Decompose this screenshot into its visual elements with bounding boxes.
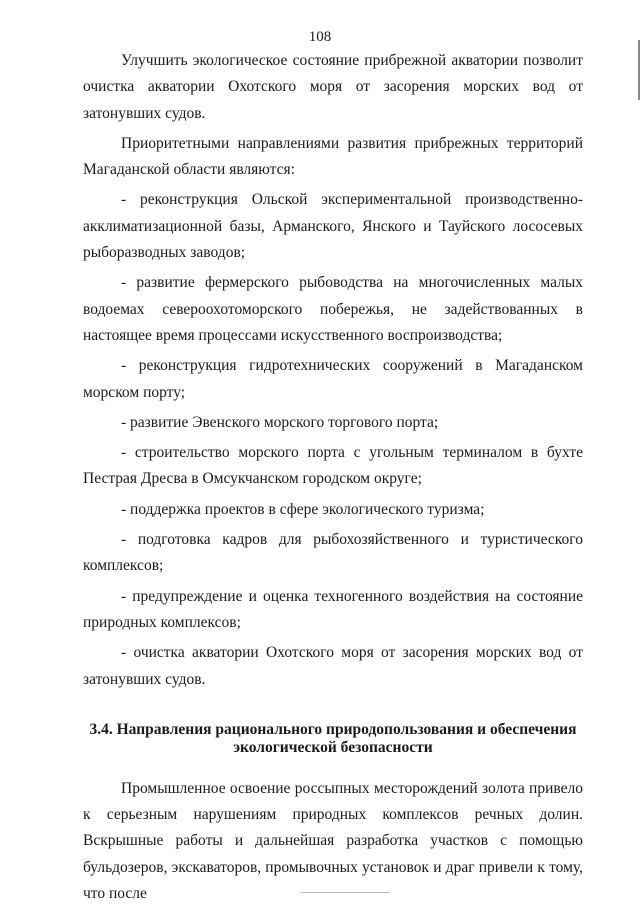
section-heading [83,721,583,757]
list-item: - очистка акватории Охотского моря от засорения морских вод от затонувших судов. [83,644,583,688]
paragraph-intro: Улучшить экологическое состояние прибрежной акватории позволит очистка акватории Охотского моря от засорения морских вод от затонувших судов. [83,52,583,122]
section-heading-line: 3.4. Направления рационального природопользования и обеспечения [89,720,577,738]
list-item: - строительство морского порта с угольным терминалом в бухте Пестрая Дресва в Омсукчанском городском округе; [83,444,583,488]
list-item: - реконструкция Ольской экспериментальной производственно-акклиматизационной базы, Арманского, Янского и Тауйского лососевых рыборазводных заводов; [83,191,583,262]
list-item: - развитие Эвенского морского торгового порта; [121,413,439,431]
list-item: - предупреждение и оценка техногенного воздействия на состояние природных комплексов; [83,587,583,631]
document-body [83,48,583,907]
section-heading-line: экологической безопасности [233,738,433,756]
list-item: - подготовка кадров для рыбохозяйственного и туристического комплексов; [83,531,583,575]
list-item: - реконструкция гидротехнических сооружений в Магаданском морском порту; [83,357,583,401]
paragraph-priorities: Приоритетными направлениями развития прибрежных территорий Магаданской области являются: [83,134,583,179]
list-item: - развитие фермерского рыбоводства на многочисленных малых водоемах североохотоморского побережья, не задействованных в настоящее время процессами искусственного воспроизводства; [83,274,583,344]
page-number: 108 [308,29,332,45]
section-paragraph: Промышленное освоение россыпных месторождений золота привело к серьезным нарушениям природных комплексов речных долин. Вскрышные работы и дальнейшая разработка участков с помощью бульдозеров, экскаваторов, промывочных установок и драг привели к тому, что после [83,779,583,903]
list-item: - поддержка проектов в сфере экологического туризма; [121,500,485,518]
scan-bottom-rule [300,892,390,893]
